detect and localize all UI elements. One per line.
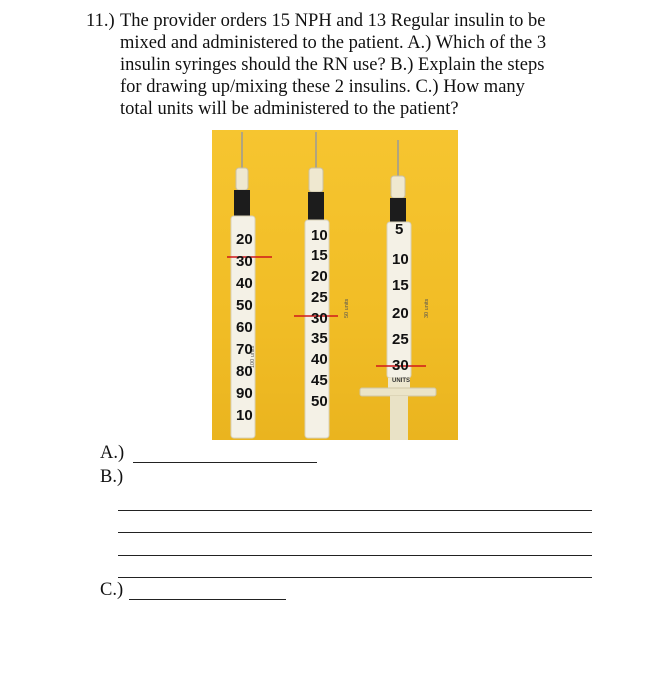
scale-label: 40 — [311, 351, 328, 368]
answer-b-blank-1[interactable] — [118, 510, 592, 511]
scale-label: 50 — [311, 393, 328, 410]
capacity-label: 100 units — [250, 345, 256, 368]
answer-b-blank-3[interactable] — [118, 555, 592, 556]
scale-label: 30 — [236, 253, 253, 270]
answer-a-blank[interactable] — [133, 462, 317, 463]
needle-hub — [236, 168, 248, 190]
question-line-5: total units will be administered to the patient? — [120, 99, 459, 119]
scale-label: 10 — [392, 251, 409, 268]
answer-b-blank-4[interactable] — [118, 577, 592, 578]
question-line-2: mixed and administered to the patient. A.) Which of the 3 — [120, 33, 547, 53]
scale-label: 90 — [236, 385, 253, 402]
syringes-illustration — [212, 130, 458, 440]
scale-label: 60 — [236, 319, 253, 336]
scale-label: 25 — [311, 289, 328, 306]
plunger-tip — [308, 192, 324, 220]
scale-label: 80 — [236, 363, 253, 380]
capacity-label: 50 units — [344, 298, 350, 318]
question-number: 11.) — [86, 11, 115, 31]
scale-label: 5 — [395, 221, 404, 238]
scale-label: 30 — [392, 357, 409, 374]
scale-label: 20 — [311, 268, 328, 285]
scale-label: 25 — [392, 331, 409, 348]
syringe-30-units — [360, 140, 436, 440]
syringes-photo — [212, 130, 458, 440]
question-line-1: The provider orders 15 NPH and 13 Regular insulin to be — [120, 11, 546, 31]
scale-label: 40 — [236, 275, 253, 292]
scale-label: 50 — [236, 297, 253, 314]
scale-label: 15 — [311, 247, 328, 264]
capacity-label: 30 units — [424, 298, 430, 318]
needle-hub — [309, 168, 323, 192]
answer-a-label: A.) — [100, 443, 125, 463]
scale-label: 20 — [236, 231, 253, 248]
units-label: UNITS — [392, 378, 410, 384]
scale-label: 35 — [311, 330, 328, 347]
answer-c-label: C.) — [100, 580, 124, 600]
scale-label: 10 — [311, 227, 328, 244]
question-block — [86, 10, 626, 120]
barrel — [387, 222, 411, 378]
question-line-4: for drawing up/mixing these 2 insulins. C.) How many — [120, 77, 525, 97]
scale-label: 10 — [236, 407, 253, 424]
needle-hub — [391, 176, 405, 198]
plunger-rod — [390, 396, 408, 440]
plunger-tip — [234, 190, 250, 216]
syringe-50-units — [294, 132, 350, 438]
syringe-100-units — [227, 132, 272, 438]
plunger-tip — [390, 198, 406, 222]
scale-label: 30 — [311, 310, 328, 327]
scale-label: 70 — [236, 341, 253, 358]
scale-label: 45 — [311, 372, 328, 389]
question-line-3: insulin syringes should the RN use? B.) Explain the steps — [120, 55, 545, 75]
scale-label: 20 — [392, 305, 409, 322]
finger-flange — [360, 388, 436, 396]
scale-label: 15 — [392, 277, 409, 294]
answer-c-blank[interactable] — [129, 599, 286, 600]
answer-b-label: B.) — [100, 467, 124, 487]
answer-b-blank-2[interactable] — [118, 532, 592, 533]
